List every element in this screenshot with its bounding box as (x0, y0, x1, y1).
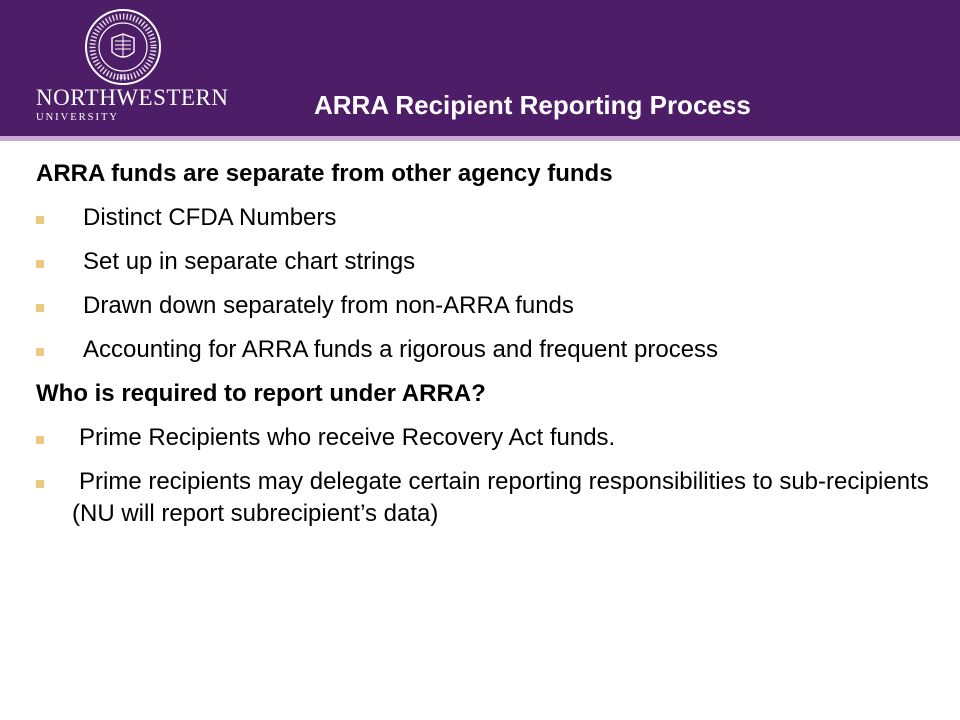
bullet-item (36, 202, 941, 234)
seal-year: 1851 (116, 73, 130, 81)
bullet-text: Drawn down separately from non-ARRA funds (83, 292, 574, 319)
bullet-text: Accounting for ARRA funds a rigorous and frequent process (83, 336, 719, 363)
slide-title: ARRA Recipient Reporting Process (314, 90, 751, 120)
bullet-item (36, 246, 941, 278)
bullet-marker-icon (36, 304, 44, 312)
bullet-text: Prime Recipients who receive Recovery Act funds. (79, 424, 616, 451)
bullet-item (36, 290, 941, 322)
bullet-text: Prime recipients may delegate certain reporting responsibilities to sub-recipients (NU will report subrecipient’s data) (72, 468, 929, 527)
wordmark-subtitle: UNIVERSITY (36, 112, 119, 123)
bullet-item (36, 466, 941, 530)
header-divider (0, 136, 960, 141)
bullet-text: Distinct CFDA Numbers (83, 204, 337, 231)
bullet-text: Set up in separate chart strings (83, 248, 416, 275)
bullet-marker-icon (36, 436, 44, 444)
header-bar (0, 0, 960, 136)
bullet-marker-icon (36, 260, 44, 268)
bullet-marker-icon (36, 348, 44, 356)
university-seal-icon (84, 8, 162, 86)
bullet-marker-icon (36, 480, 44, 488)
bullet-item (36, 422, 941, 454)
university-wordmark (36, 85, 229, 125)
bullet-item (36, 334, 941, 366)
wordmark-name: NORTHWESTERN (36, 85, 229, 110)
section-heading: Who is required to report under ARRA? (36, 380, 486, 407)
slide-body (36, 158, 941, 542)
bullet-marker-icon (36, 216, 44, 224)
section-heading: ARRA funds are separate from other agency funds (36, 160, 613, 187)
